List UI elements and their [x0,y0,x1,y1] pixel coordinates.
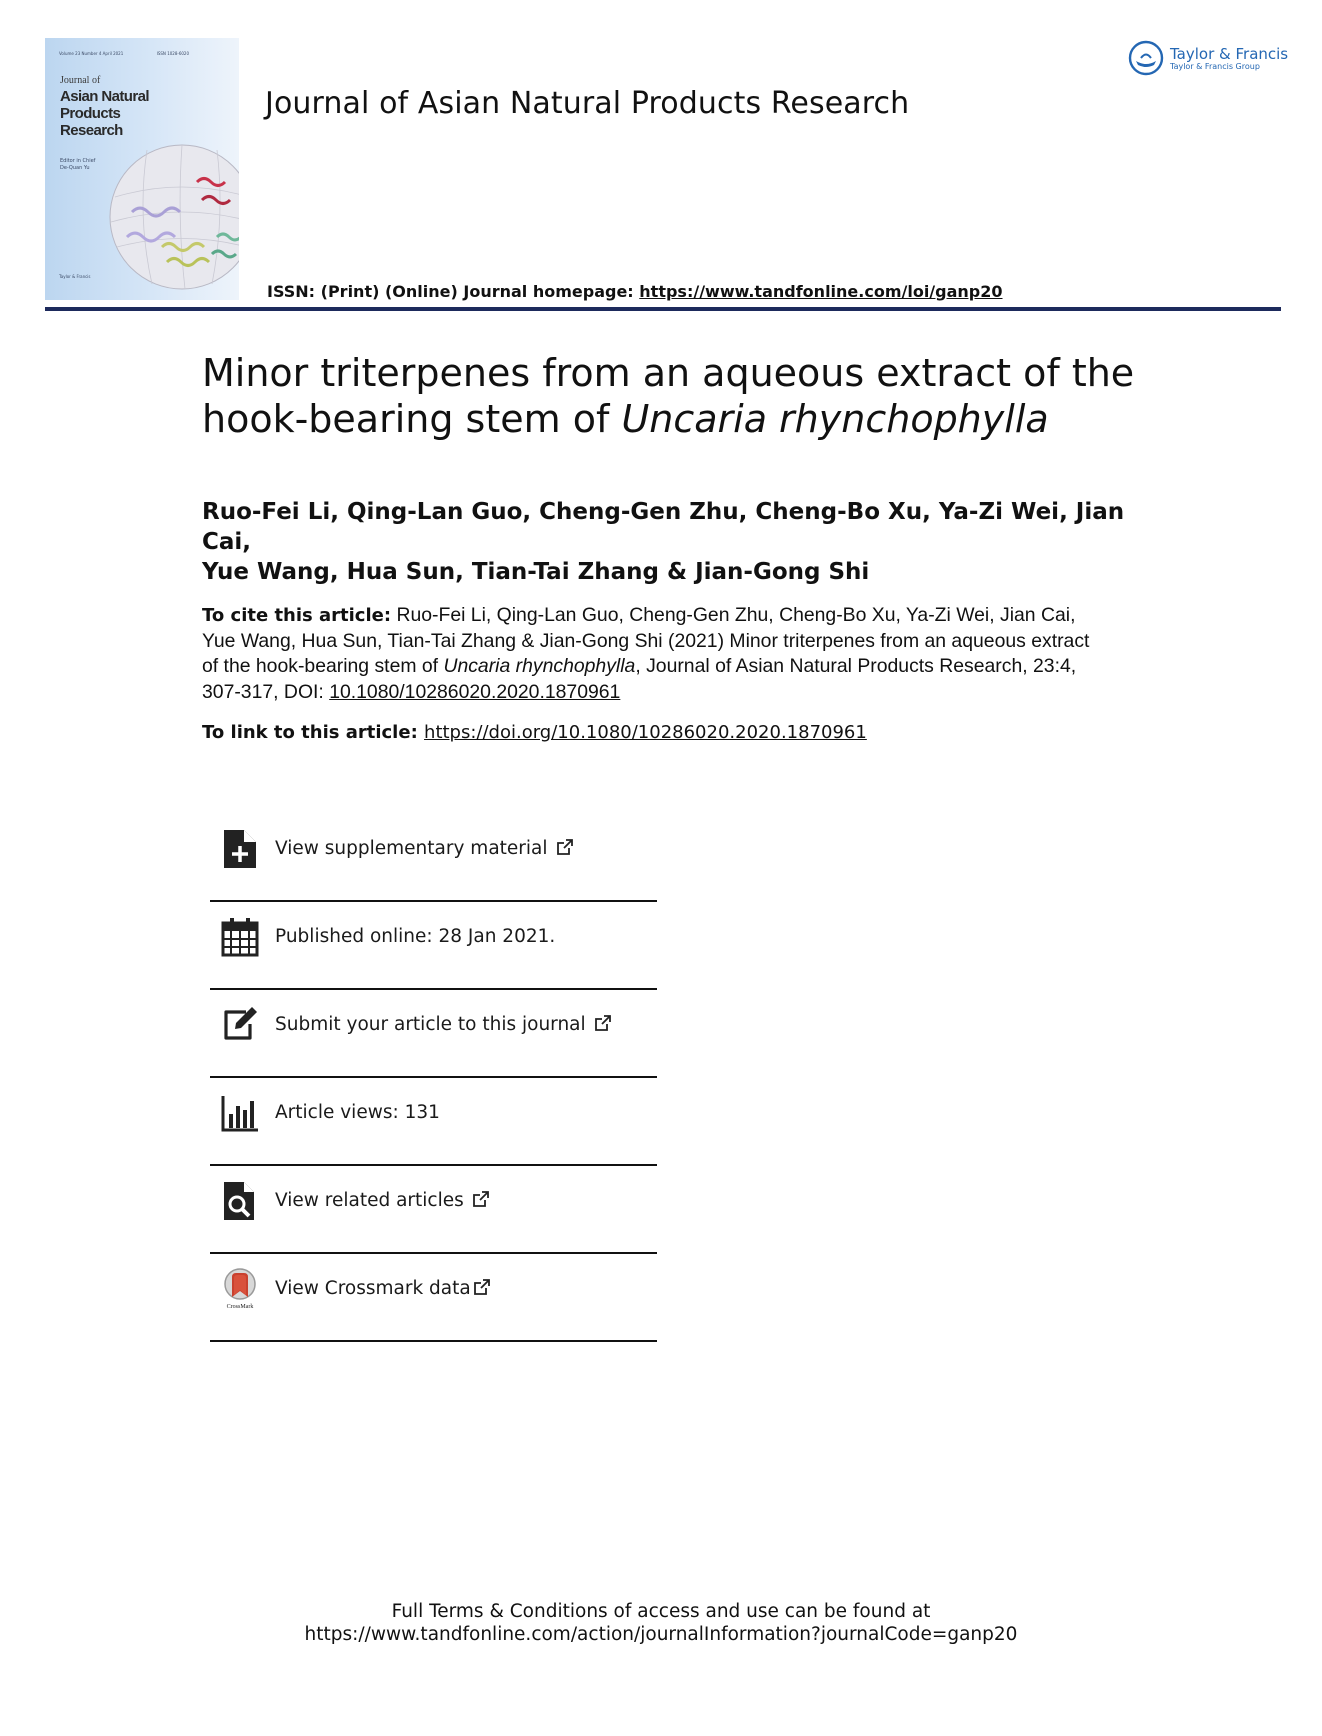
footer-terms-link[interactable]: https://www.tandfonline.com/action/journalInformation?journalCode=ganp20 [304,1624,1018,1645]
article-link-line [202,722,867,743]
journal-cover [45,38,239,300]
article-title [202,350,1142,442]
authors-line-2: Yue Wang, Hua Sun, Tian-Tai Zhang & Jian-Gong Shi [202,559,870,585]
crossmark-caption: CrossMark [226,1304,254,1310]
edit-icon [220,1004,260,1046]
cover-title: Asian Natural Products Research [60,88,149,139]
external-link-icon [472,1190,490,1208]
submit-article-link[interactable] [275,1014,612,1035]
header-rule [45,307,1281,311]
crossmark-link[interactable] [275,1278,491,1299]
related-articles-item[interactable] [210,1166,657,1254]
cover-issue-info: Volume 23 Number 4 April 2021 [59,51,124,56]
journal-homepage-link[interactable]: https://www.tandfonline.com/loi/ganp20 [639,282,1003,301]
supplementary-material-link[interactable] [275,838,574,859]
external-link-icon [556,838,574,856]
issn-line [267,282,1003,301]
cover-publisher: Taylor & Francis [59,274,91,279]
doi-link[interactable]: 10.1080/10286020.2020.1870961 [329,680,621,703]
citation-species: Uncaria rhynchophylla [443,655,636,677]
publisher-group: Taylor & Francis Group [1170,61,1260,71]
published-online-label: Published online: 28 Jan 2021. [275,926,556,947]
supplementary-material-label: View supplementary material [275,838,548,859]
footer-terms-text: Full Terms & Conditions of access and use can be found at [391,1601,931,1622]
external-link-icon [473,1278,491,1296]
article-title-text: Minor triterpenes from an aqueous extract of the hook-bearing stem of [202,351,1135,441]
article-url-link[interactable]: https://doi.org/10.1080/10286020.2020.1870961 [424,722,867,743]
external-link-icon [594,1014,612,1032]
submit-article-item[interactable] [210,990,657,1078]
cover-editor [60,158,95,172]
file-search-icon [220,1180,260,1222]
publisher-logo-icon [1128,40,1164,76]
crossmark-label: View Crossmark data [275,1278,471,1299]
publisher-name: Taylor & Francis [1170,44,1289,63]
citation-block [202,603,1102,705]
submit-article-label: Submit your article to this journal [275,1014,586,1035]
calendar-icon [220,916,260,958]
published-online-item [210,902,657,990]
crossmark-icon [220,1268,260,1310]
article-views-item [210,1078,657,1166]
issn-text: ISSN: (Print) (Online) Journal homepage: [267,282,640,301]
article-info-list [210,814,657,1342]
file-plus-icon [220,828,260,870]
molecule-illustration [107,142,239,292]
cover-title-small: Journal of [60,75,101,86]
bar-chart-icon [220,1092,260,1134]
footer [0,1600,1322,1646]
citation-journal: , Journal of Asian Natural Products Research, 23:4, 307-317, DOI: [202,655,1077,703]
author-list [202,497,1132,587]
cover-editor-label: Editor in Chief [60,158,96,164]
crossmark-item[interactable] [210,1254,657,1342]
article-link-label: To link to this article: [202,722,425,743]
publisher-logo[interactable] [1128,40,1288,76]
related-articles-label: View related articles [275,1190,464,1211]
citation-label: To cite this article: [202,605,392,626]
article-title-species: Uncaria rhynchophylla [621,397,1049,441]
cover-editor-name: De-Quan Yu [60,165,90,171]
authors-line-1: Ruo-Fei Li, Qing-Lan Guo, Cheng-Gen Zhu, Cheng-Bo Xu, Ya-Zi Wei, Jian Cai, [202,499,1125,555]
journal-title: Journal of Asian Natural Products Research [265,86,910,121]
citation-text: Ruo-Fei Li, Qing-Lan Guo, Cheng-Gen Zhu, Cheng-Bo Xu, Ya-Zi Wei, Jian Cai, Yue Wang, Hua Sun, Tian-Tai Zhang & Jian-Gong Shi (2021) Minor triterpenes from an aqueous extract of the hook-bearing stem of [202,604,1090,677]
supplementary-material-item[interactable] [210,814,657,902]
article-views-label: Article views: 131 [275,1102,440,1123]
related-articles-link[interactable] [275,1190,490,1211]
cover-issn: ISSN 1028-6020 [156,51,189,56]
